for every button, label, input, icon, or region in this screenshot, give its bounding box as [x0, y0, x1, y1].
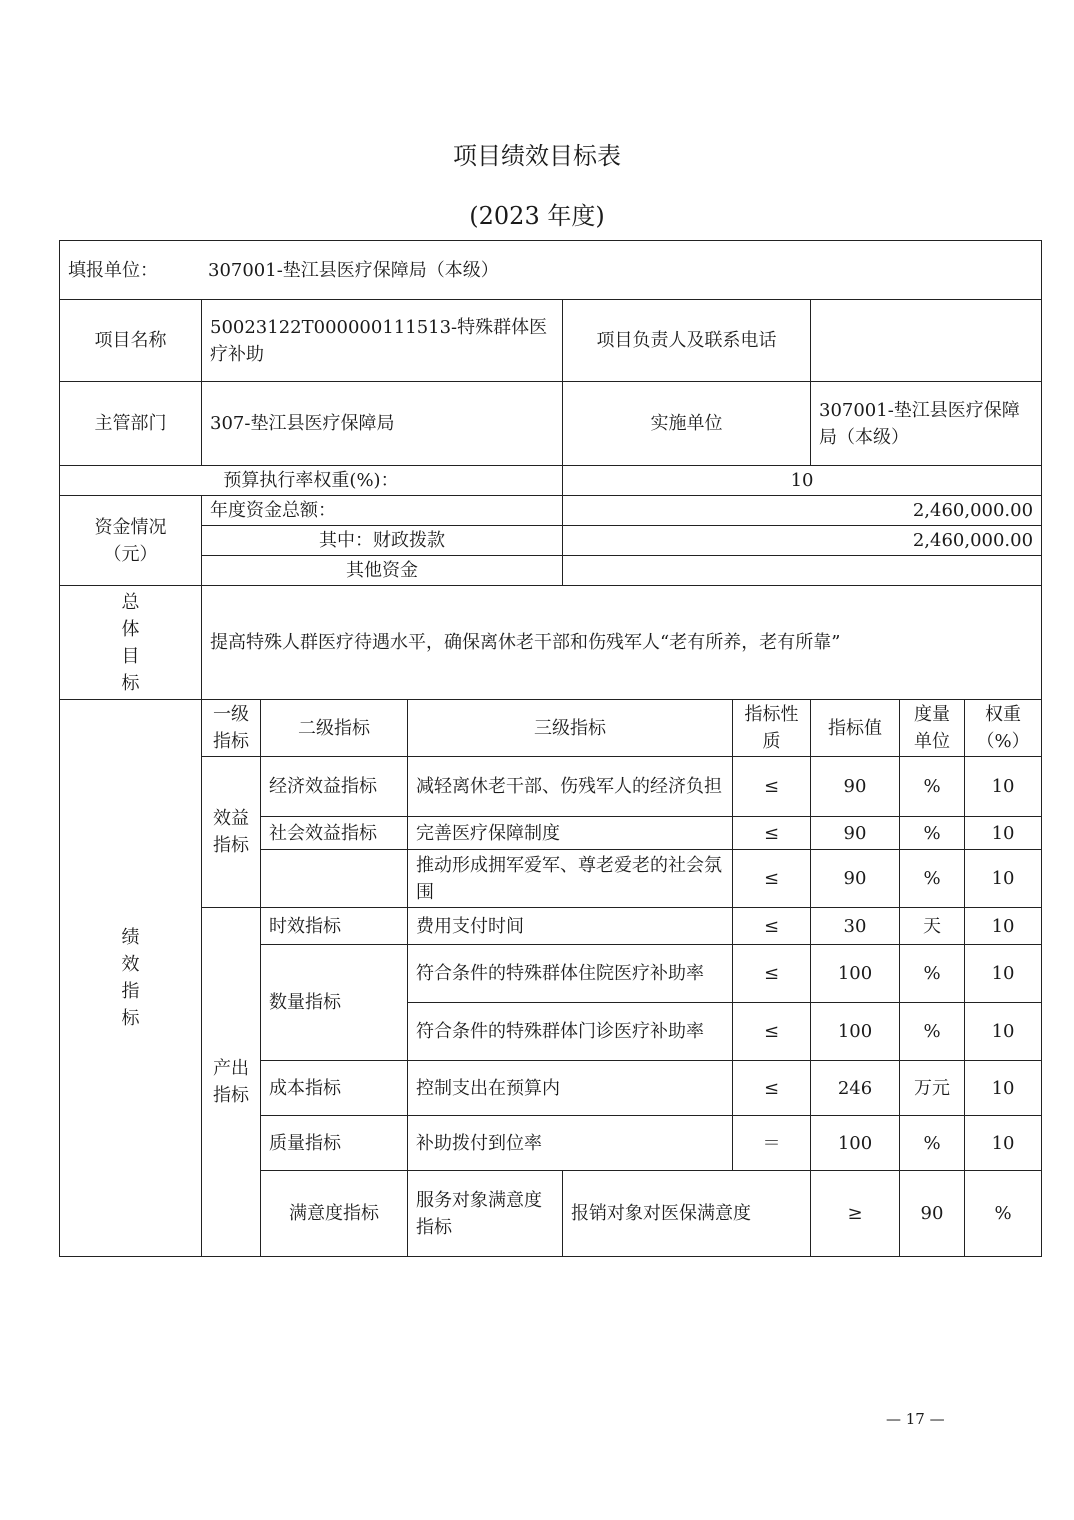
performance-label-char: 标	[121, 1008, 140, 1029]
indicator-level3: 符合条件的特殊群体门诊医疗补助率	[408, 1003, 733, 1061]
indicator-weight: 10	[965, 1116, 1042, 1171]
indicator-level2: 时效指标	[261, 908, 408, 945]
performance-label-char: 指	[121, 981, 140, 1002]
indicator-level2: 社会效益指标	[261, 817, 408, 850]
funds-fiscal-row	[60, 526, 1042, 556]
indicator-level2: 成本指标	[261, 1061, 408, 1116]
indicator-value: 30	[811, 908, 900, 945]
performance-target-table	[59, 240, 1042, 1257]
indicator-level3: 推动形成拥军爱军、尊老爱老的社会氛围	[408, 850, 733, 908]
indicator-unit: 万元	[900, 1061, 965, 1116]
indicator-weight: 10	[965, 757, 1042, 817]
indicator-nature: ≤	[733, 817, 811, 850]
funds-other-value	[563, 556, 1042, 586]
indicator-nature: ≤	[733, 945, 811, 1003]
budget-weight-value: 10	[563, 466, 1042, 496]
performance-label	[60, 700, 202, 1257]
indicator-nature: ＝	[733, 1116, 811, 1171]
reporting-unit-cell	[60, 241, 1042, 300]
overall-goal-text: 提高特殊人群医疗待遇水平，确保离休老干部和伤残军人“老有所养，老有所靠”	[202, 586, 1042, 700]
department-row	[60, 382, 1042, 466]
implementing-unit-label: 实施单位	[563, 382, 811, 466]
indicator-nature: ≤	[733, 1061, 811, 1116]
indicator-nature: ≤	[733, 1003, 811, 1061]
indicator-unit: %	[900, 1116, 965, 1171]
reporting-unit-row	[60, 241, 1042, 300]
group-output: 产出指标	[202, 908, 261, 1257]
funds-total-label: 年度资金总额：	[202, 496, 563, 526]
overall-goal-char: 目	[121, 645, 140, 667]
indicator-level2: 数量指标	[261, 945, 408, 1061]
indicator-value: 246	[811, 1061, 900, 1116]
indicator-level3: 报销对象对医保满意度	[563, 1171, 811, 1257]
indicator-level2	[261, 850, 408, 908]
indicator-weight: 10	[965, 817, 1042, 850]
performance-header-row	[60, 700, 1042, 757]
page-subtitle: (2023 年度)	[469, 202, 605, 230]
indicator-row	[60, 757, 1042, 817]
department-value: 307-垫江县医疗保障局	[202, 382, 563, 466]
header-weight: 权重（%）	[965, 700, 1042, 757]
indicator-value: 100	[811, 1116, 900, 1171]
indicator-level3: 控制支出在预算内	[408, 1061, 733, 1116]
project-name-value: 50023122T000000111513-特殊群体医疗补助	[202, 300, 563, 382]
funds-label-line1: 资金情况	[94, 516, 167, 538]
indicator-unit: 天	[900, 908, 965, 945]
funds-label	[60, 496, 202, 586]
page-title: 项目绩效目标表	[453, 142, 621, 170]
project-name-row	[60, 300, 1042, 382]
indicator-value: 90	[811, 757, 900, 817]
funds-fiscal-label: 其中：财政拨款	[202, 526, 563, 556]
indicator-value: 90	[900, 1171, 965, 1257]
header-value: 指标值	[811, 700, 900, 757]
header-nature: 指标性质	[733, 700, 811, 757]
indicator-value: 100	[811, 945, 900, 1003]
header-level1: 一级指标	[202, 700, 261, 757]
indicator-unit: %	[900, 850, 965, 908]
indicator-unit: %	[900, 1003, 965, 1061]
header-level2: 二级指标	[261, 700, 408, 757]
indicator-nature: ≤	[733, 757, 811, 817]
group-benefit: 效益指标	[202, 757, 261, 908]
reporting-unit-value: 307001-垫江县医疗保障局（本级）	[208, 259, 499, 281]
header-unit: 度量单位	[900, 700, 965, 757]
funds-total-value: 2,460,000.00	[563, 496, 1042, 526]
overall-goal-char: 标	[121, 672, 140, 694]
funds-fiscal-value: 2,460,000.00	[563, 526, 1042, 556]
indicator-level2: 服务对象满意度指标	[408, 1171, 563, 1257]
indicator-weight: 10	[965, 908, 1042, 945]
implementing-unit-value: 307001-垫江县医疗保障局（本级）	[811, 382, 1042, 466]
indicator-unit: %	[900, 945, 965, 1003]
project-name-label: 项目名称	[60, 300, 202, 382]
indicator-unit: %	[900, 757, 965, 817]
funds-total-row	[60, 496, 1042, 526]
indicator-weight: 10	[965, 1003, 1042, 1061]
indicator-level3: 符合条件的特殊群体住院医疗补助率	[408, 945, 733, 1003]
budget-weight-row	[60, 466, 1042, 496]
indicator-level2: 质量指标	[261, 1116, 408, 1171]
indicator-weight: 10	[965, 850, 1042, 908]
overall-goal-row	[60, 586, 1042, 700]
funds-other-row	[60, 556, 1042, 586]
group-satisfaction: 满意度指标	[261, 1171, 408, 1257]
page-number: — 17 —	[886, 1410, 945, 1428]
overall-goal-char: 体	[121, 618, 140, 640]
department-label: 主管部门	[60, 382, 202, 466]
performance-label-char: 绩	[121, 927, 140, 948]
indicator-nature: ≤	[733, 850, 811, 908]
project-contact-value	[811, 300, 1042, 382]
funds-other-label: 其他资金	[202, 556, 563, 586]
project-contact-label: 项目负责人及联系电话	[563, 300, 811, 382]
indicator-unit: %	[900, 817, 965, 850]
budget-weight-label: 预算执行率权重(%)：	[60, 466, 563, 496]
indicator-row	[60, 908, 1042, 945]
overall-goal-char: 总	[121, 591, 140, 613]
indicator-value: 100	[811, 1003, 900, 1061]
indicator-level2: 经济效益指标	[261, 757, 408, 817]
header-level3: 三级指标	[408, 700, 733, 757]
performance-label-char: 效	[121, 954, 140, 975]
indicator-weight: 10	[965, 1061, 1042, 1116]
indicator-unit: %	[965, 1171, 1042, 1257]
funds-label-line2: （元）	[103, 543, 158, 565]
indicator-weight: 10	[965, 945, 1042, 1003]
indicator-level3: 费用支付时间	[408, 908, 733, 945]
overall-goal-label	[60, 586, 202, 700]
reporting-unit-label: 填报单位：	[68, 259, 158, 281]
indicator-level3: 补助拨付到位率	[408, 1116, 733, 1171]
indicator-nature: ≤	[733, 908, 811, 945]
indicator-nature: ≥	[811, 1171, 900, 1257]
indicator-value: 90	[811, 850, 900, 908]
indicator-level3: 完善医疗保障制度	[408, 817, 733, 850]
indicator-level3: 减轻离休老干部、伤残军人的经济负担	[408, 757, 733, 817]
indicator-value: 90	[811, 817, 900, 850]
